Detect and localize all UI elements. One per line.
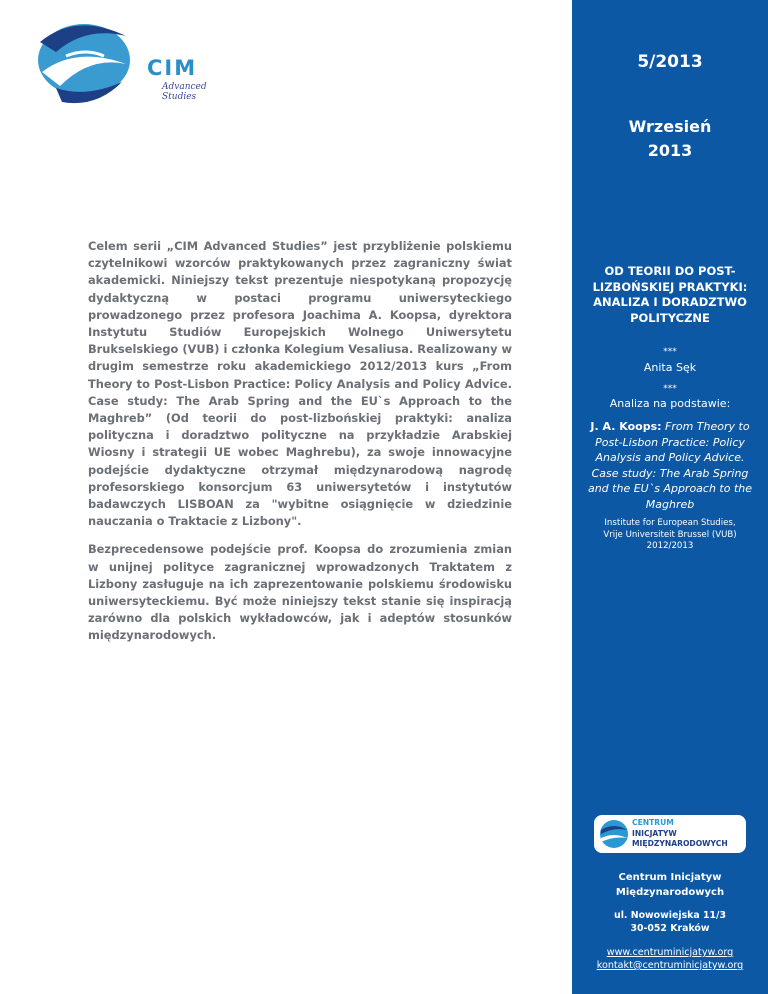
source-title: From Theory to Post-Lisbon Practice: Policy Analysis and Policy Advice. Case study: The Arab Spring and the EU`s Approach to the Maghreb <box>587 420 753 511</box>
centrum-logo <box>594 815 746 853</box>
issue-date <box>572 115 768 163</box>
document-title: OD TEORII DO POST-LIZBOŃSKIEJ PRAKTYKI: ANALIZA I DORADZTWO POLITYCZNE <box>592 264 748 325</box>
institute-line: Vrije Universiteit Brussel (VUB) <box>603 529 737 540</box>
org-line: Centrum Inicjatyw <box>618 872 722 883</box>
source-author: J. A. Koops: <box>590 420 662 433</box>
org-line: Międzynarodowych <box>615 886 725 898</box>
separator-stars: *** <box>663 384 677 394</box>
main-text <box>88 238 512 656</box>
separator-stars: *** <box>663 347 677 357</box>
centrum-logo-line: INICJATYW <box>632 829 677 838</box>
sidebar <box>572 0 768 994</box>
organization-name <box>572 871 768 900</box>
issue-number: 5/2013 <box>637 52 703 72</box>
cim-logo <box>26 12 206 112</box>
logo-tagline: Advanced Studies <box>162 82 207 102</box>
centrum-logo-line: CENTRUM <box>632 818 674 827</box>
globe-logo-icon <box>598 818 630 850</box>
website-link[interactable]: www.centruminicjatyw.org <box>606 947 734 958</box>
centrum-logo-line: MIĘDZYNARODOWYCH <box>632 839 728 848</box>
contact-links <box>572 946 768 972</box>
paragraph-approach: Bezprecedensowe podejście prof. Koopsa do zrozumienia zmian w unijnej polityce zagranicznej wprowadzonych Traktatem z Lizbony zasługuje na ich zaprezentowanie polskiemu środowisku uniwersyteckiemu. Być może niniejszy tekst stanie się inspiracją zarówno dla polskich wykładowców, jak i adeptów stosunków międzynarodowych. <box>88 542 512 643</box>
address-line: ul. Nowowiejska 11/3 <box>614 910 726 921</box>
institute-info <box>582 518 758 553</box>
source-reference <box>582 419 758 512</box>
dolphin-globe-logo-icon <box>26 12 146 112</box>
issue-month: Wrzesień <box>628 117 712 136</box>
organization-address <box>572 909 768 935</box>
issue-year: 2013 <box>647 141 693 160</box>
institute-line: Institute for European Studies, <box>604 518 736 528</box>
author-name: Anita Sęk <box>643 361 697 374</box>
basis-label: Analiza na podstawie: <box>609 397 731 410</box>
institute-line: 2012/2013 <box>646 541 694 551</box>
email-link[interactable]: kontakt@centruminicjatyw.org <box>596 960 744 971</box>
paragraph-intro: Celem serii „CIM Advanced Studies” jest przybliżenie polskiemu czytelnikowi wzorców praktykowanych przez zagraniczny świat akademicki. Niniejszy tekst prezentuje niespotykaną propozycję dydaktyczną w postaci programu uniwersyteckiego prowadzonego przez profesora Joachima A. Koopsa, dyrektora Instytutu Studiów Europejskich Wolnego Uniwersytetu Brukselskiego (VUB) i członka Kolegium Vesaliusa. Realizowany w drugim semestrze roku akademickiego 2012/2013 kurs „From Theory to Post-Lisbon Practice: Policy Analysis and Policy Advice. Case study: The Arab Spring and the EU`s Approach to the Maghreb” (Od teorii do post-lizbońskiej praktyki: analiza polityczna i doradztwo polityczne na przykładzie Arabskiej Wiosny i strategii UE wobec Maghrebu), za swoje innowacyjne podejście dydaktyczne otrzymał międzynarodową nagrodę profesorskiego konsorcjum 63 uniwersytetów i instytutów badawczych LISBOAN za "wybitne osiągnięcie w dziedzinie nauczania o Traktacie z Lizbony". <box>88 239 512 529</box>
logo-name: CIM <box>147 56 198 80</box>
address-line: 30-052 Kraków <box>630 923 710 934</box>
